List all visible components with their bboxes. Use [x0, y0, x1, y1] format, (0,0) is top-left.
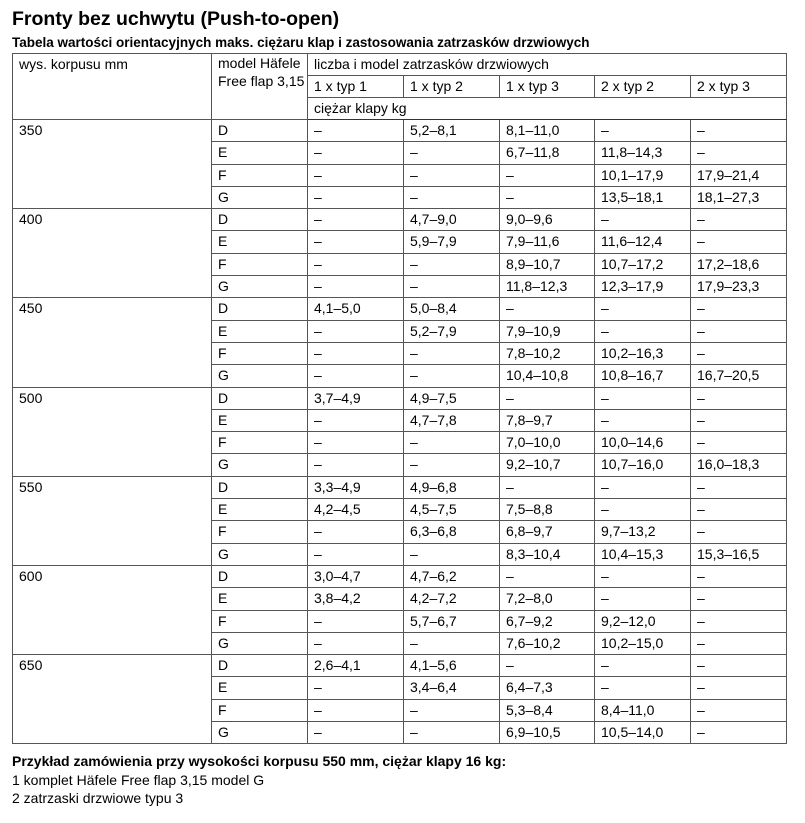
cabinet-height-cell: 500 [13, 387, 212, 476]
header-latch-type: 1 x typ 3 [500, 76, 595, 98]
weight-cell: 8,4–11,0 [595, 699, 691, 721]
weight-cell: – [308, 432, 404, 454]
weight-cell: 18,1–27,3 [691, 186, 787, 208]
weight-cell: – [691, 120, 787, 142]
weight-cell: – [691, 565, 787, 587]
model-cell: D [212, 476, 308, 498]
weight-cell: 9,2–12,0 [595, 610, 691, 632]
weight-cell: 16,7–20,5 [691, 365, 787, 387]
weight-cell: – [595, 320, 691, 342]
weight-cell: 4,5–7,5 [404, 499, 500, 521]
weight-cell: 5,2–7,9 [404, 320, 500, 342]
weight-cell: 4,7–9,0 [404, 209, 500, 231]
weight-cell: – [691, 722, 787, 744]
weight-cell: 3,3–4,9 [308, 476, 404, 498]
weight-cell: 7,6–10,2 [500, 632, 595, 654]
cabinet-height-cell: 400 [13, 209, 212, 298]
model-cell: F [212, 253, 308, 275]
weight-cell: 9,0–9,6 [500, 209, 595, 231]
table-row [13, 387, 787, 409]
weight-cell: 10,7–17,2 [595, 253, 691, 275]
weight-cell: – [595, 409, 691, 431]
weight-cell: 10,0–14,6 [595, 432, 691, 454]
weight-cell: – [595, 588, 691, 610]
weight-cell: – [500, 186, 595, 208]
weight-cell: – [308, 120, 404, 142]
table-header [13, 54, 787, 120]
weight-cell: – [691, 298, 787, 320]
weight-cell: – [691, 610, 787, 632]
model-cell: D [212, 209, 308, 231]
weight-cell: 7,9–11,6 [500, 231, 595, 253]
weight-cell: – [308, 722, 404, 744]
weight-cell: – [404, 142, 500, 164]
weight-cell: 6,7–11,8 [500, 142, 595, 164]
weight-cell: – [308, 543, 404, 565]
order-example-title: Przykład zamówienia przy wysokości korpusu 550 mm, ciężar klapy 16 kg: [12, 753, 507, 770]
weight-cell: 10,1–17,9 [595, 164, 691, 186]
header-model: model Häfele Free flap 3,15 [212, 54, 308, 120]
cabinet-height-cell: 550 [13, 476, 212, 565]
weight-cell: – [691, 588, 787, 610]
weight-cell: – [595, 120, 691, 142]
cabinet-height-cell: 600 [13, 565, 212, 654]
header-latch-group: liczba i model zatrzasków drzwiowych [308, 54, 787, 76]
weight-cell: 10,8–16,7 [595, 365, 691, 387]
table-row [13, 655, 787, 677]
weight-cell: 6,4–7,3 [500, 677, 595, 699]
weight-cell: 5,0–8,4 [404, 298, 500, 320]
weight-cell: 9,2–10,7 [500, 454, 595, 476]
weight-cell: 11,8–14,3 [595, 142, 691, 164]
header-weight: ciężar klapy kg [308, 98, 787, 120]
weight-cell: – [404, 164, 500, 186]
weight-cell: – [404, 454, 500, 476]
model-cell: E [212, 320, 308, 342]
weight-cell: – [308, 521, 404, 543]
model-cell: E [212, 231, 308, 253]
order-example [12, 752, 787, 808]
weight-cell: – [308, 253, 404, 275]
weight-cell: 4,9–6,8 [404, 476, 500, 498]
table-row [13, 476, 787, 498]
weight-cell: 15,3–16,5 [691, 543, 787, 565]
model-cell: F [212, 342, 308, 364]
weight-cell: – [308, 342, 404, 364]
weight-cell: – [691, 142, 787, 164]
weight-cell: – [691, 387, 787, 409]
weight-cell: – [691, 521, 787, 543]
weight-cell: – [308, 164, 404, 186]
weight-cell: 5,3–8,4 [500, 699, 595, 721]
weight-cell: – [500, 387, 595, 409]
weight-cell: 10,4–15,3 [595, 543, 691, 565]
weight-cell: – [308, 409, 404, 431]
table-body [13, 120, 787, 744]
weight-cell: 4,2–4,5 [308, 499, 404, 521]
weight-cell: 4,1–5,6 [404, 655, 500, 677]
weight-cell: 9,7–13,2 [595, 521, 691, 543]
weight-cell: – [595, 298, 691, 320]
model-cell: G [212, 454, 308, 476]
weight-cell: 13,5–18,1 [595, 186, 691, 208]
weight-cell: – [308, 231, 404, 253]
model-cell: E [212, 409, 308, 431]
weight-cell: – [691, 476, 787, 498]
weight-cell: – [500, 476, 595, 498]
model-cell: F [212, 610, 308, 632]
weight-cell: – [308, 320, 404, 342]
weight-cell: 3,4–6,4 [404, 677, 500, 699]
header-cabinet-height: wys. korpusu mm [13, 54, 212, 120]
weight-cell: – [404, 722, 500, 744]
weight-cell: – [308, 209, 404, 231]
weight-cell: 4,7–7,8 [404, 409, 500, 431]
weight-cell: 12,3–17,9 [595, 276, 691, 298]
table-row [13, 298, 787, 320]
weight-cell: 16,0–18,3 [691, 454, 787, 476]
weight-cell: 10,7–16,0 [595, 454, 691, 476]
weight-cell: – [500, 565, 595, 587]
model-cell: F [212, 699, 308, 721]
weight-cell: 2,6–4,1 [308, 655, 404, 677]
weight-cell: – [595, 209, 691, 231]
weight-cell: – [691, 677, 787, 699]
model-cell: G [212, 722, 308, 744]
weight-cell: – [691, 432, 787, 454]
weight-cell: – [595, 499, 691, 521]
weight-cell: 3,0–4,7 [308, 565, 404, 587]
page-title: Fronty bez uchwytu (Push-to-open) [12, 8, 340, 30]
model-cell: E [212, 677, 308, 699]
weight-cell: 11,6–12,4 [595, 231, 691, 253]
weight-cell: – [691, 409, 787, 431]
weight-cell: – [404, 432, 500, 454]
weight-cell: – [691, 499, 787, 521]
weight-cell: – [308, 699, 404, 721]
model-cell: G [212, 632, 308, 654]
weight-cell: – [595, 565, 691, 587]
weight-cell: – [404, 186, 500, 208]
weight-cell: – [404, 543, 500, 565]
order-example-line: 1 komplet Häfele Free flap 3,15 model G [12, 771, 265, 788]
weight-cell: 5,2–8,1 [404, 120, 500, 142]
weight-cell: 17,9–21,4 [691, 164, 787, 186]
weight-cell: 10,4–10,8 [500, 365, 595, 387]
weight-cell: – [308, 365, 404, 387]
weight-cell: 11,8–12,3 [500, 276, 595, 298]
table-row [13, 120, 787, 142]
weight-table [12, 53, 787, 744]
weight-cell: 3,7–4,9 [308, 387, 404, 409]
weight-cell: 7,5–8,8 [500, 499, 595, 521]
weight-cell: 8,1–11,0 [500, 120, 595, 142]
weight-cell: 10,2–15,0 [595, 632, 691, 654]
weight-cell: 6,7–9,2 [500, 610, 595, 632]
weight-cell: – [308, 610, 404, 632]
weight-cell: – [500, 655, 595, 677]
model-cell: D [212, 655, 308, 677]
weight-cell: – [404, 699, 500, 721]
weight-cell: – [691, 342, 787, 364]
model-cell: E [212, 142, 308, 164]
model-cell: E [212, 588, 308, 610]
weight-cell: – [500, 298, 595, 320]
model-cell: F [212, 521, 308, 543]
model-cell: G [212, 543, 308, 565]
weight-cell: – [404, 342, 500, 364]
weight-cell: 6,9–10,5 [500, 722, 595, 744]
weight-cell: 4,7–6,2 [404, 565, 500, 587]
weight-cell: 7,0–10,0 [500, 432, 595, 454]
model-cell: F [212, 164, 308, 186]
header-latch-type: 2 x typ 2 [595, 76, 691, 98]
weight-cell: 7,9–10,9 [500, 320, 595, 342]
cabinet-height-cell: 350 [13, 120, 212, 209]
weight-cell: 10,5–14,0 [595, 722, 691, 744]
weight-cell: – [691, 655, 787, 677]
model-cell: D [212, 387, 308, 409]
weight-cell: 4,1–5,0 [308, 298, 404, 320]
order-example-line: 2 zatrzaski drzwiowe typu 3 [12, 790, 184, 807]
table-row [13, 565, 787, 587]
weight-cell: – [308, 632, 404, 654]
table-subtitle: Tabela wartości orientacyjnych maks. ciężaru klap i zastosowania zatrzasków drzwiowych [12, 35, 590, 50]
weight-cell: – [404, 253, 500, 275]
weight-cell: – [500, 164, 595, 186]
weight-cell: – [595, 387, 691, 409]
model-cell: G [212, 365, 308, 387]
weight-cell: – [691, 699, 787, 721]
weight-cell: 5,7–6,7 [404, 610, 500, 632]
weight-cell: 7,2–8,0 [500, 588, 595, 610]
model-cell: D [212, 565, 308, 587]
table-row [13, 209, 787, 231]
weight-cell: 5,9–7,9 [404, 231, 500, 253]
cabinet-height-cell: 650 [13, 655, 212, 744]
weight-cell: 6,3–6,8 [404, 521, 500, 543]
weight-cell: – [404, 632, 500, 654]
header-latch-type: 2 x typ 3 [691, 76, 787, 98]
weight-cell: – [595, 476, 691, 498]
weight-cell: – [404, 365, 500, 387]
header-latch-type: 1 x typ 2 [404, 76, 500, 98]
weight-cell: 4,9–7,5 [404, 387, 500, 409]
weight-cell: – [404, 276, 500, 298]
weight-cell: 7,8–9,7 [500, 409, 595, 431]
weight-cell: 7,8–10,2 [500, 342, 595, 364]
model-cell: F [212, 432, 308, 454]
model-cell: G [212, 186, 308, 208]
weight-cell: 8,3–10,4 [500, 543, 595, 565]
model-cell: E [212, 499, 308, 521]
weight-cell: 6,8–9,7 [500, 521, 595, 543]
model-cell: G [212, 276, 308, 298]
weight-cell: – [691, 320, 787, 342]
model-cell: D [212, 120, 308, 142]
model-cell: D [212, 298, 308, 320]
cabinet-height-cell: 450 [13, 298, 212, 387]
weight-cell: – [308, 142, 404, 164]
weight-cell: 3,8–4,2 [308, 588, 404, 610]
weight-cell: – [308, 186, 404, 208]
weight-cell: – [691, 632, 787, 654]
weight-cell: – [308, 276, 404, 298]
weight-cell: 4,2–7,2 [404, 588, 500, 610]
weight-cell: – [595, 677, 691, 699]
weight-cell: 10,2–16,3 [595, 342, 691, 364]
weight-cell: – [308, 454, 404, 476]
weight-cell: 17,9–23,3 [691, 276, 787, 298]
header-latch-type: 1 x typ 1 [308, 76, 404, 98]
weight-cell: – [691, 209, 787, 231]
weight-cell: 17,2–18,6 [691, 253, 787, 275]
document [12, 6, 787, 808]
weight-cell: 8,9–10,7 [500, 253, 595, 275]
weight-cell: – [308, 677, 404, 699]
weight-cell: – [595, 655, 691, 677]
weight-cell: – [691, 231, 787, 253]
